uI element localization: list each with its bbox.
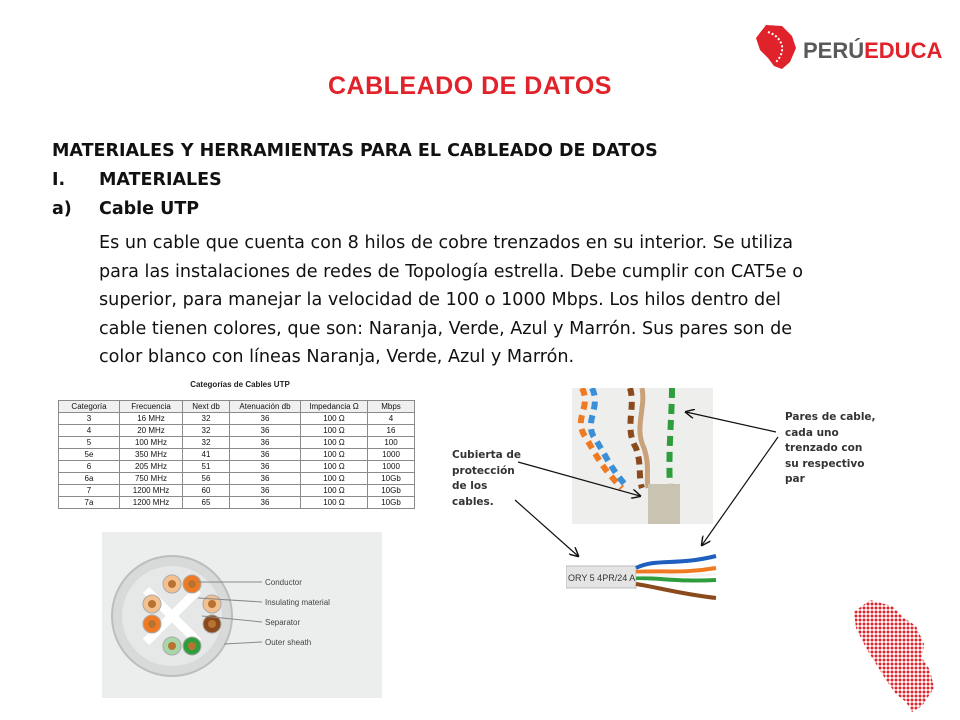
table-cell: 32 [183, 413, 230, 425]
table-cell: 6a [59, 473, 120, 485]
table-cell: 1000 [368, 449, 415, 461]
column-header: Frecuencia [120, 401, 183, 413]
table-cell: 100 Ω [301, 437, 368, 449]
label-insulating-material: Insulating material [265, 598, 330, 607]
label-separator: Separator [265, 618, 301, 627]
list-item-cable-utp: Cable UTP [99, 199, 200, 219]
caption-line: cada uno [785, 426, 839, 439]
list-marker-roman: I. [52, 170, 66, 190]
arrow-to-stripped-cable [515, 500, 578, 556]
table-cell: 20 MHz [120, 425, 183, 437]
table-cell: 16 [368, 425, 415, 437]
column-header: Categoría [59, 401, 120, 413]
paragraph-line: superior, para manejar la velocidad de 100 o 1000 Mbps. Los hilos dentro del [99, 290, 781, 310]
list-item-materiales: MATERIALES [99, 170, 222, 190]
table-cell: 7a [59, 497, 120, 509]
table-cell: 205 MHz [120, 461, 183, 473]
table-cell: 1200 MHz [120, 485, 183, 497]
table-cell: 100 Ω [301, 497, 368, 509]
column-header: Next db [183, 401, 230, 413]
caption-line: su respectivo [785, 457, 865, 470]
table-cell: 100 Ω [301, 485, 368, 497]
page-title: CABLEADO DE DATOS [328, 72, 612, 100]
paragraph-line: cable tienen colores, que son: Naranja, Verde, Azul y Marrón. Sus pares son de [99, 318, 793, 339]
table-cell: 1200 MHz [120, 497, 183, 509]
table-cell: 36 [230, 413, 301, 425]
table-cell: 36 [230, 437, 301, 449]
table-cell: 100 Ω [301, 461, 368, 473]
table-cell: 32 [183, 425, 230, 437]
section-heading: MATERIALES Y HERRAMIENTAS PARA EL CABLEADO DE DATOS [52, 141, 658, 161]
paragraph-line: para las instalaciones de redes de Topología estrella. Debe cumplir con CAT5e o [99, 261, 803, 282]
caption-line: Pares de cable, [785, 411, 876, 423]
logo-text-peru: PERÚ [803, 38, 865, 63]
cable-print-text: ORY 5 4PR/24 A [568, 573, 636, 583]
column-header: Atenuación db [230, 401, 301, 413]
paragraph-line: Es un cable que cuenta con 8 hilos de cobre trenzados en su interior. Se utiliza [99, 233, 794, 253]
table-cell: 100 Ω [301, 425, 368, 437]
caption-line: trenzado con [785, 442, 863, 454]
table-cell: 36 [230, 497, 301, 509]
logo-text-educa: EDUCA [864, 38, 943, 63]
column-header: Mbps [368, 401, 415, 413]
table-cell: 10Gb [368, 473, 415, 485]
table-cell: 10Gb [368, 485, 415, 497]
table-cell: 36 [230, 449, 301, 461]
table-cell: 36 [230, 461, 301, 473]
table-cell: 60 [183, 485, 230, 497]
arrow-to-sheath [518, 462, 640, 496]
table-cell: 41 [183, 449, 230, 461]
list-marker-letter: a) [52, 199, 72, 219]
table-cell: 6 [59, 461, 120, 473]
table-cell: 750 MHz [120, 473, 183, 485]
table-cell: 100 Ω [301, 473, 368, 485]
paragraph-line: color blanco con líneas Naranja, Verde, Azul y Marrón. [99, 347, 575, 367]
table-cell: 36 [230, 485, 301, 497]
label-outer-sheath: Outer sheath [265, 638, 312, 647]
arrow-to-stripped-pairs [702, 437, 778, 545]
table-cell: 4 [368, 413, 415, 425]
caption-line: protección [452, 464, 515, 477]
caption-line: Cubierta de [452, 449, 521, 461]
table-cell: 4 [59, 425, 120, 437]
caption-line: cables. [452, 495, 494, 508]
table-cell: 7 [59, 485, 120, 497]
table-cell: 56 [183, 473, 230, 485]
table-cell: 65 [183, 497, 230, 509]
label-conductor: Conductor [265, 578, 302, 587]
arrow-to-pairs [686, 412, 776, 432]
table-cell: 100 MHz [120, 437, 183, 449]
table-cell: 100 Ω [301, 413, 368, 425]
table-cell: 10Gb [368, 497, 415, 509]
table-title: Categorías de Cables UTP [190, 380, 290, 389]
table-cell: 100 [368, 437, 415, 449]
table-cell: 5 [59, 437, 120, 449]
table-cell: 100 Ω [301, 449, 368, 461]
table-cell: 16 MHz [120, 413, 183, 425]
table-cell: 5e [59, 449, 120, 461]
table-cell: 1000 [368, 461, 415, 473]
table-cell: 51 [183, 461, 230, 473]
table-cell: 3 [59, 413, 120, 425]
table-cell: 36 [230, 473, 301, 485]
table-cell: 350 MHz [120, 449, 183, 461]
peru-dotted-map-icon [850, 598, 940, 714]
caption-line: par [785, 473, 805, 485]
caption-line: de los [452, 480, 488, 492]
column-header: Impedancia Ω [301, 401, 368, 413]
table-cell: 36 [230, 425, 301, 437]
table-cell: 32 [183, 437, 230, 449]
